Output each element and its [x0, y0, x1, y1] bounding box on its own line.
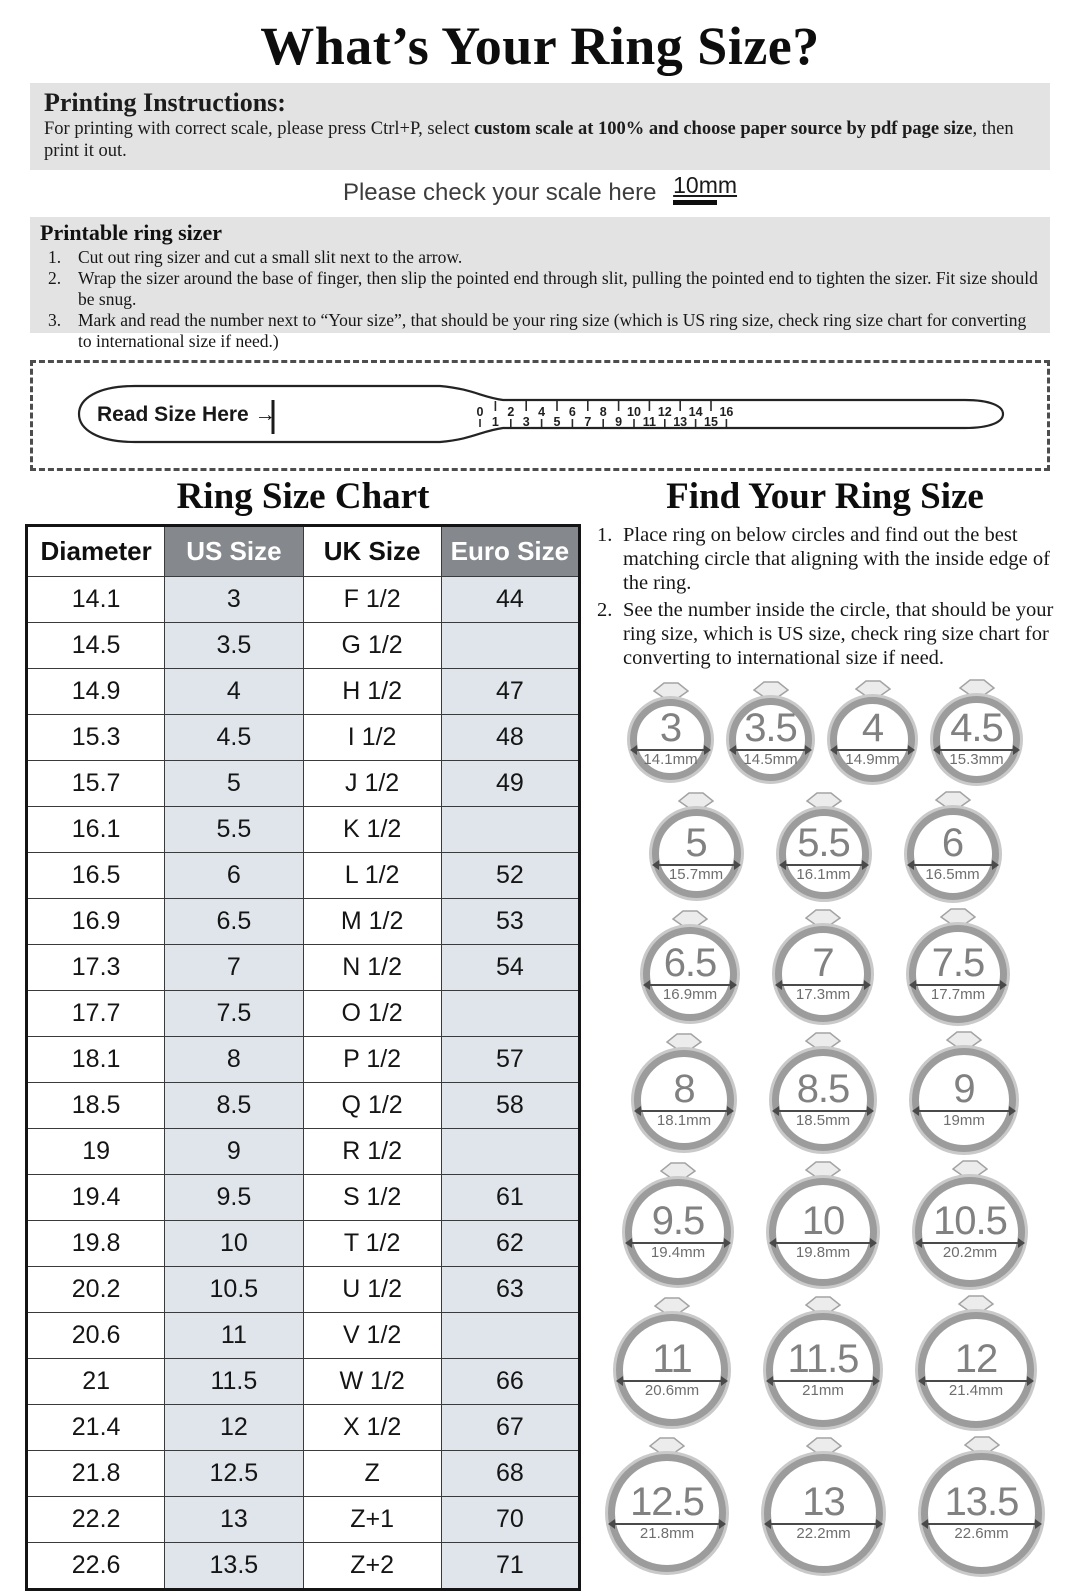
sizer-step [40, 268, 1040, 310]
ring-band [909, 925, 1007, 1023]
chart-cell: Z [303, 1450, 441, 1496]
ring-size-11-5 [766, 1296, 880, 1427]
diameter-arrow [659, 864, 734, 866]
ring-size-number: 10.5 [933, 1198, 1007, 1243]
chart-cell: K 1/2 [303, 806, 441, 852]
ring-band [921, 1453, 1042, 1574]
table-row [27, 668, 580, 714]
step-text: Wrap the sizer around the base of finger, then slip the pointed end through slit, pulling the pointed end to tighten the sizer. Fit size should be snug. [78, 267, 1038, 309]
chart-cell: 68 [441, 1450, 579, 1496]
chart-cell: 57 [441, 1036, 579, 1082]
chart-cell: 7.5 [165, 990, 303, 1036]
ring-sizer-cutout-box [30, 360, 1050, 471]
ring-size-number: 7.5 [931, 940, 985, 985]
header-us-size: US Size [165, 525, 303, 576]
chart-cell: P 1/2 [303, 1036, 441, 1082]
chart-cell: J 1/2 [303, 760, 441, 806]
printing-instructions-heading: Printing Instructions: [44, 87, 286, 117]
ring-band [907, 808, 999, 900]
chart-cell: L 1/2 [303, 852, 441, 898]
chart-cell: 9.5 [165, 1174, 303, 1220]
table-row [27, 898, 580, 944]
chart-cell: 61 [441, 1174, 579, 1220]
chart-cell: 19.4 [27, 1174, 165, 1220]
ring-row [616, 1295, 1034, 1428]
ring-size-number: 12.5 [630, 1480, 704, 1525]
diameter-arrow [773, 1380, 873, 1382]
ring-diameter-label: 19.8mm [795, 1243, 851, 1261]
ring-size-number: 8.5 [796, 1066, 850, 1111]
table-row [27, 852, 580, 898]
scale-bar [673, 200, 717, 205]
ring-diameter-label: 19mm [943, 1111, 985, 1129]
ring-size-8-5 [772, 1032, 874, 1151]
ring-diameter-label: 16.9mm [662, 985, 718, 1003]
ring-size-8 [634, 1033, 734, 1150]
chart-cell: 3.5 [165, 622, 303, 668]
table-row [27, 1312, 580, 1358]
ring-band [933, 696, 1020, 783]
ruler-number: 0 [476, 404, 484, 419]
ring-size-chart-table [25, 524, 581, 1591]
chart-cell: M 1/2 [303, 898, 441, 944]
ruler-number: 2 [507, 404, 515, 419]
ruler-number: 9 [615, 414, 623, 429]
chart-cell: 16.1 [27, 806, 165, 852]
table-row [27, 1358, 580, 1404]
ruler-number: 1 [491, 414, 499, 429]
ring-size-number: 3.5 [744, 706, 797, 751]
ring-diameter-label: 20.2mm [942, 1243, 998, 1261]
chart-cell: 7 [165, 944, 303, 990]
chart-cell [441, 1128, 579, 1174]
chart-cell: I 1/2 [303, 714, 441, 760]
printing-instructions-panel [30, 83, 1050, 171]
ring-band [764, 1454, 883, 1573]
ring-diameter-label: 18.1mm [656, 1111, 712, 1129]
ring-size-12 [918, 1295, 1034, 1428]
chart-title: Ring Size Chart [176, 475, 430, 517]
printing-body-bold: custom scale at 100% and choose paper source by pdf page size [474, 118, 973, 139]
table-row [27, 760, 580, 806]
ruler-number: 12 [657, 404, 672, 419]
chart-cell [441, 990, 579, 1036]
ring-size-number: 12 [954, 1336, 998, 1381]
step-text: See the number inside the circle, that should be your ring size, which is US size, check ring size chart for converting to international size if need. [623, 598, 1054, 669]
table-row [27, 1542, 580, 1589]
chart-cell: 11 [165, 1312, 303, 1358]
chart-cell: 15.7 [27, 760, 165, 806]
chart-cell: 18.1 [27, 1036, 165, 1082]
diameter-arrow [736, 749, 805, 751]
chart-cell: O 1/2 [303, 990, 441, 1036]
ring-size-number: 4.5 [950, 706, 1003, 751]
chart-cell: 14.9 [27, 668, 165, 714]
ring-band [912, 1048, 1016, 1152]
diameter-arrow [650, 984, 730, 986]
chart-cell: Q 1/2 [303, 1082, 441, 1128]
ring-diameter-label: 20.6mm [644, 1381, 700, 1399]
scale-ruler [673, 173, 737, 204]
diameter-arrow [940, 749, 1013, 751]
diameter-arrow [637, 749, 704, 751]
printing-instructions-body [44, 119, 1036, 163]
read-size-label: Read Size Here → [97, 402, 276, 426]
ring-band [915, 1177, 1025, 1287]
diameter-arrow [776, 1242, 870, 1244]
table-row [27, 576, 580, 622]
table-row [27, 806, 580, 852]
chart-cell [441, 622, 579, 668]
ring-sizer-graphic [35, 364, 1045, 464]
diameter-arrow [919, 1110, 1009, 1112]
chart-cell: F 1/2 [303, 576, 441, 622]
chart-cell: 12 [165, 1404, 303, 1450]
chart-cell: 8.5 [165, 1082, 303, 1128]
chart-cell: Z+2 [303, 1542, 441, 1589]
ring-size-number: 11 [652, 1336, 692, 1381]
table-row [27, 1450, 580, 1496]
diameter-arrow [928, 1523, 1035, 1525]
ring-size-number: 4 [861, 706, 884, 751]
chart-cell: 49 [441, 760, 579, 806]
ring-band [918, 1312, 1034, 1428]
ring-band [766, 1313, 880, 1427]
printing-body-suffix: , then print it out. [44, 118, 1014, 161]
ring-band [830, 697, 915, 782]
table-row [27, 1496, 580, 1542]
ruler-number: 13 [673, 414, 688, 429]
ruler-number: 6 [568, 404, 576, 419]
diameter-arrow [916, 984, 1000, 986]
ring-size-number: 5 [685, 820, 707, 865]
ring-band [652, 809, 741, 898]
ruler-number: 15 [704, 414, 718, 429]
ring-size-6-5 [643, 910, 737, 1021]
chart-cell: 67 [441, 1404, 579, 1450]
chart-cell: Z+1 [303, 1496, 441, 1542]
chart-cell: 5 [165, 760, 303, 806]
diameter-arrow [641, 1110, 727, 1112]
chart-cell: 17.3 [27, 944, 165, 990]
chart-cell: 10.5 [165, 1266, 303, 1312]
ring-diameter-label: 21.4mm [948, 1381, 1004, 1399]
chart-cell: 21.8 [27, 1450, 165, 1496]
ruler-number: 5 [553, 414, 561, 429]
chart-cell [441, 1312, 579, 1358]
chart-cell: R 1/2 [303, 1128, 441, 1174]
ruler-number: 4 [538, 404, 546, 419]
ring-diameter-label: 18.5mm [795, 1111, 851, 1129]
chart-cell: 9 [165, 1128, 303, 1174]
chart-cell: T 1/2 [303, 1220, 441, 1266]
ring-row [608, 1436, 1042, 1574]
chart-cell: 8 [165, 1036, 303, 1082]
ring-band [643, 927, 737, 1021]
ring-diameter-label: 17.3mm [795, 985, 851, 1003]
chart-cell: X 1/2 [303, 1404, 441, 1450]
diameter-arrow [779, 1110, 867, 1112]
chart-cell: 6 [165, 852, 303, 898]
ring-size-10-5 [915, 1160, 1025, 1287]
sizer-step [40, 247, 1040, 268]
ring-size-7-5 [909, 908, 1007, 1023]
ring-size-9 [912, 1031, 1016, 1152]
chart-cell: 53 [441, 898, 579, 944]
diameter-arrow [632, 1242, 724, 1244]
ring-size-10 [769, 1161, 877, 1286]
printable-sizer-steps [40, 247, 1040, 352]
chart-cell: U 1/2 [303, 1266, 441, 1312]
ring-row [630, 679, 1020, 783]
chart-cell: 22.6 [27, 1542, 165, 1589]
step-number: 2. [597, 598, 613, 621]
chart-cell: W 1/2 [303, 1358, 441, 1404]
finder-step [595, 599, 1055, 671]
ring-diameter-label: 16.1mm [796, 865, 851, 883]
chart-cell: V 1/2 [303, 1312, 441, 1358]
table-row [27, 1082, 580, 1128]
table-row [27, 622, 580, 668]
chart-cell: G 1/2 [303, 622, 441, 668]
ring-band [616, 1314, 728, 1426]
ring-row [652, 791, 999, 900]
scale-check-label: Please check your scale here [342, 179, 657, 207]
header-euro-size: Euro Size [441, 525, 579, 576]
step-text: Cut out ring sizer and cut a small slit next to the arrow. [78, 246, 463, 267]
chart-cell: 17.7 [27, 990, 165, 1036]
step-number: 1. [597, 523, 613, 546]
chart-cell: 19 [27, 1128, 165, 1174]
table-row [27, 1036, 580, 1082]
ring-size-number: 11.5 [787, 1336, 859, 1381]
ring-size-number: 6 [941, 820, 964, 865]
ring-size-3 [630, 682, 711, 780]
ruler-number: 11 [642, 414, 657, 429]
diameter-arrow [786, 864, 862, 866]
ring-size-9-5 [625, 1162, 731, 1285]
ring-size-number: 9.5 [651, 1198, 705, 1243]
table-row [27, 1174, 580, 1220]
ring-diameter-label: 22.6mm [954, 1525, 1009, 1543]
printing-body-prefix: For printing with correct scale, please press Ctrl+P, select [44, 118, 475, 139]
chart-cell: 47 [441, 668, 579, 714]
scale-check-line [0, 172, 1080, 210]
ring-diameter-label: 15.7mm [668, 865, 724, 883]
page-title: What’s Your Ring Size? [260, 16, 820, 76]
diameter-arrow [782, 984, 864, 986]
ruler-number: 14 [688, 404, 703, 419]
ring-size-4 [830, 680, 915, 782]
ring-size-chart-section [25, 477, 581, 1591]
ring-diameter-label: 14.1mm [643, 751, 698, 769]
diameter-arrow [925, 1380, 1027, 1382]
find-ring-size-section [595, 477, 1055, 1591]
ring-band [779, 809, 869, 899]
ruler-number: 10 [627, 404, 641, 419]
table-row [27, 944, 580, 990]
ring-band [729, 698, 812, 781]
ring-size-number: 7 [812, 940, 834, 985]
ring-size-5-5 [779, 792, 869, 899]
ring-diameter-label: 14.5mm [743, 751, 798, 769]
chart-cell: 54 [441, 944, 579, 990]
table-header-row [27, 525, 580, 576]
chart-cell: 13.5 [165, 1542, 303, 1589]
ruler-number: 8 [599, 404, 607, 419]
table-row [27, 1220, 580, 1266]
diameter-arrow [922, 1242, 1018, 1244]
chart-cell: 13 [165, 1496, 303, 1542]
chart-cell: 52 [441, 852, 579, 898]
ring-size-number: 8 [673, 1066, 695, 1111]
diameter-arrow [837, 749, 908, 751]
chart-cell: 12.5 [165, 1450, 303, 1496]
chart-cell: 66 [441, 1358, 579, 1404]
chart-cell: 14.1 [27, 576, 165, 622]
chart-cell: 6.5 [165, 898, 303, 944]
scale-value: 10mm [673, 172, 738, 199]
ring-size-7 [775, 909, 871, 1022]
diameter-arrow [771, 1523, 876, 1525]
ring-diameter-label: 22.2mm [796, 1525, 851, 1543]
chart-cell: 18.5 [27, 1082, 165, 1128]
table-row [27, 1266, 580, 1312]
table-row [27, 990, 580, 1036]
table-row [27, 1404, 580, 1450]
ring-circles-grid [595, 679, 1055, 1574]
ring-size-11 [616, 1297, 728, 1426]
ring-band [634, 1050, 734, 1150]
ring-band [630, 699, 711, 780]
sizer-step [40, 310, 1040, 352]
ring-diameter-label: 15.3mm [949, 751, 1004, 769]
chart-cell: H 1/2 [303, 668, 441, 714]
finder-title: Find Your Ring Size [666, 475, 984, 517]
content-columns [25, 477, 1055, 1591]
ring-size-number: 3 [659, 706, 682, 751]
chart-cell: 21.4 [27, 1404, 165, 1450]
step-number: 1. [48, 246, 62, 267]
chart-cell: 3 [165, 576, 303, 622]
chart-cell: 4 [165, 668, 303, 714]
step-text: Place ring on below circles and find out the best matching circle that aligning with the inside edge of the ring. [623, 523, 1050, 594]
table-row [27, 714, 580, 760]
header-uk-size: UK Size [303, 525, 441, 576]
chart-cell: 5.5 [165, 806, 303, 852]
chart-cell: 11.5 [165, 1358, 303, 1404]
ring-row [643, 908, 1007, 1023]
ring-size-number: 13 [802, 1480, 845, 1525]
chart-cell: 63 [441, 1266, 579, 1312]
ring-band [625, 1179, 731, 1285]
ring-band [608, 1454, 726, 1572]
chart-cell: 44 [441, 576, 579, 622]
ring-size-number: 6.5 [663, 940, 717, 985]
chart-cell: 20.6 [27, 1312, 165, 1358]
finder-step [595, 524, 1055, 596]
chart-cell: 70 [441, 1496, 579, 1542]
chart-cell: 21 [27, 1358, 165, 1404]
ring-size-number: 9 [953, 1066, 975, 1111]
ring-size-number: 5.5 [797, 820, 850, 865]
ruler-number: 3 [522, 414, 530, 429]
diameter-arrow [914, 864, 992, 866]
ring-size-5 [652, 792, 741, 898]
ring-band [772, 1049, 874, 1151]
chart-cell: 15.3 [27, 714, 165, 760]
ring-size-3-5 [729, 681, 812, 781]
ring-diameter-label: 17.7mm [930, 985, 986, 1003]
printable-sizer-panel [30, 217, 1050, 355]
chart-cell: N 1/2 [303, 944, 441, 990]
chart-cell: 16.5 [27, 852, 165, 898]
ring-diameter-label: 14.9mm [845, 751, 900, 769]
ring-size-6 [907, 791, 999, 900]
ring-band [775, 926, 871, 1022]
table-row [27, 1128, 580, 1174]
ring-row [625, 1160, 1025, 1287]
ring-diameter-label: 21mm [802, 1381, 844, 1399]
step-number: 2. [48, 267, 62, 288]
finder-steps [595, 524, 1055, 671]
chart-cell: 4.5 [165, 714, 303, 760]
ring-size-4-5 [933, 679, 1020, 783]
step-text: Mark and read the number next to “Your size”, that should be your ring size (which is US ring size, check ring size chart for converting to international size if need.) [78, 309, 1027, 351]
chart-cell: 48 [441, 714, 579, 760]
chart-cell: 16.9 [27, 898, 165, 944]
chart-cell: 62 [441, 1220, 579, 1266]
ruler-number: 16 [719, 404, 734, 419]
ring-size-12-5 [608, 1437, 726, 1572]
ring-size-13-5 [921, 1436, 1042, 1574]
ring-row [634, 1031, 1016, 1152]
printable-sizer-heading: Printable ring sizer [40, 219, 223, 245]
chart-cell: 58 [441, 1082, 579, 1128]
chart-cell: 14.5 [27, 622, 165, 668]
diameter-arrow [615, 1523, 719, 1525]
chart-cell: 71 [441, 1542, 579, 1589]
step-number: 3. [48, 309, 62, 330]
ruler-number: 7 [584, 414, 592, 429]
ring-size-number: 13.5 [944, 1480, 1019, 1525]
diameter-arrow [623, 1380, 721, 1382]
chart-cell: 19.8 [27, 1220, 165, 1266]
chart-cell [441, 806, 579, 852]
chart-cell: S 1/2 [303, 1174, 441, 1220]
chart-cell: 22.2 [27, 1496, 165, 1542]
ring-diameter-label: 16.5mm [925, 865, 980, 883]
header-diameter: Diameter [27, 525, 165, 576]
chart-cell: 10 [165, 1220, 303, 1266]
ring-diameter-label: 21.8mm [639, 1525, 695, 1543]
ring-band [769, 1178, 877, 1286]
ring-diameter-label: 19.4mm [650, 1243, 706, 1261]
chart-cell: 20.2 [27, 1266, 165, 1312]
ring-size-number: 10 [801, 1198, 845, 1243]
ring-size-13 [764, 1437, 883, 1573]
